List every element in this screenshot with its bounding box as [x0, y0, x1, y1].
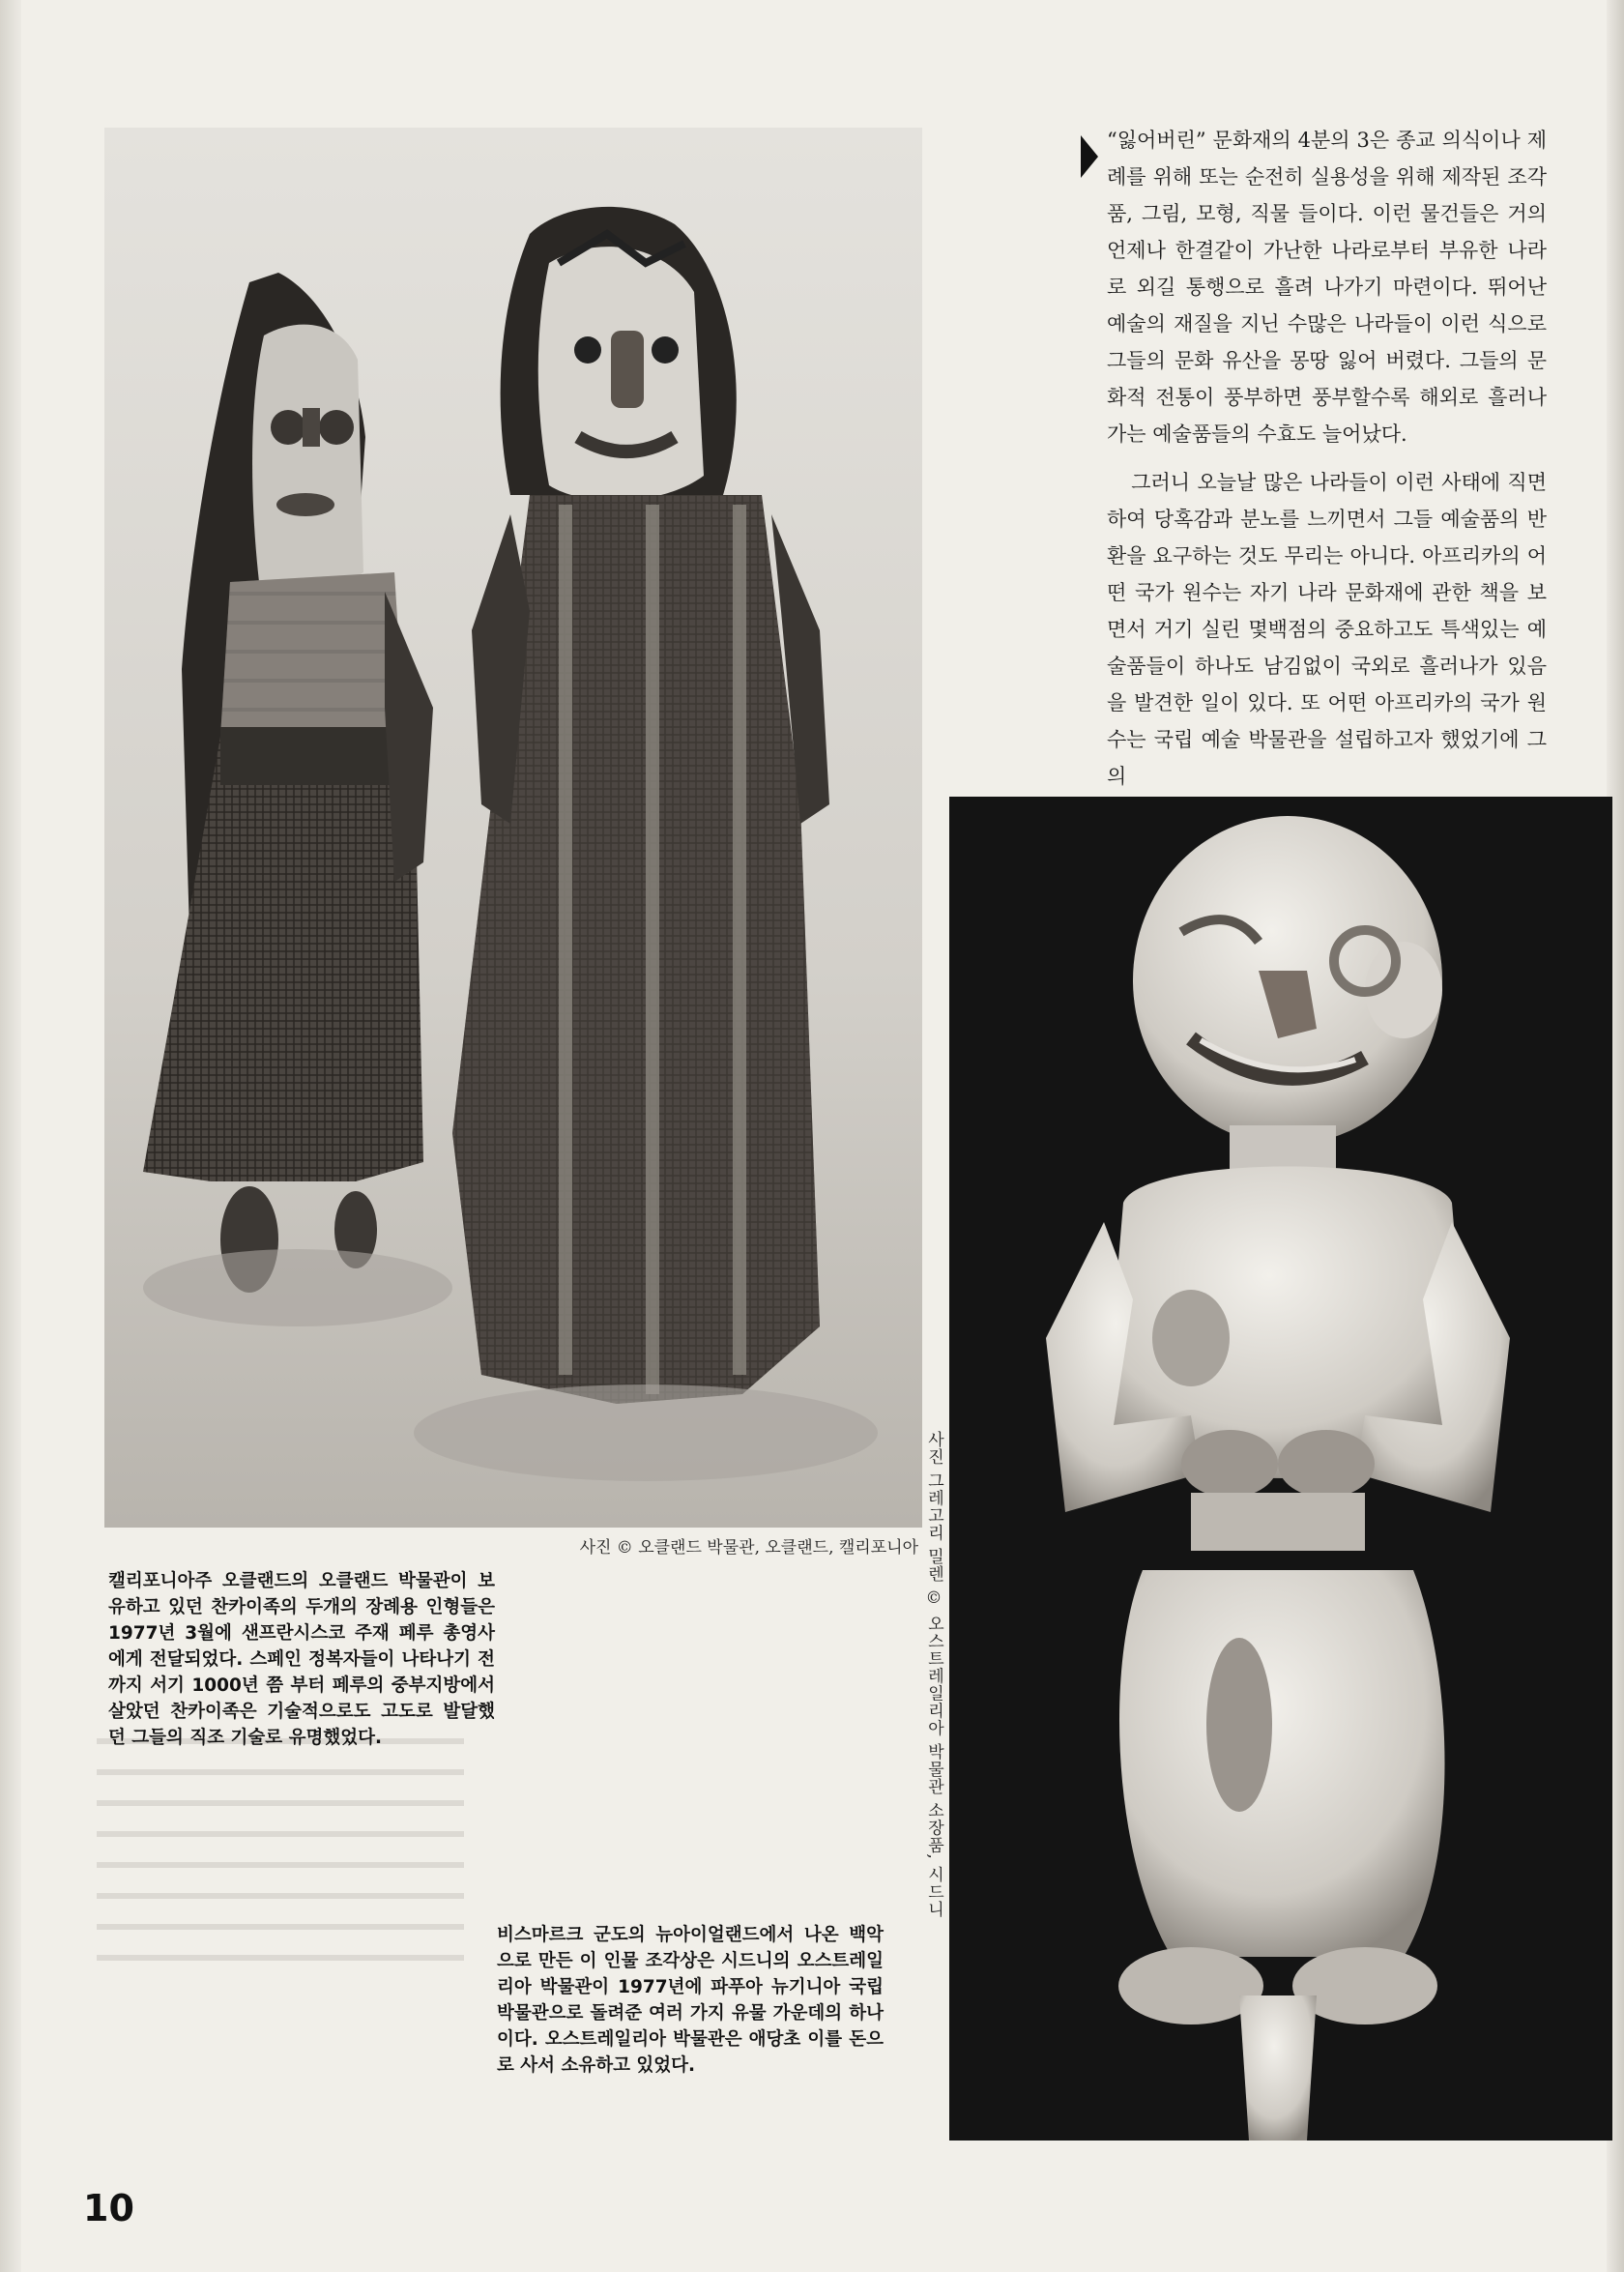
photo-credit-statue: 사진 그레고리 밀렌 © 오스트레일리아 박물관 소장품, 시드니	[924, 1431, 943, 1919]
triangle-marker-icon	[1081, 135, 1098, 178]
photo-credit-dolls: 사진 © 오클랜드 박물관, 오클랜드, 캘리포니아	[579, 1538, 918, 1558]
dolls-illustration	[104, 128, 922, 1528]
body-paragraph-2: 그러니 오늘날 많은 나라들이 이런 사태에 직면하여 당혹감과 분노를 느끼면서 그들 예술품의 반환을 요구하는 것도 무리는 아니다. 아프리카의 어떤 국가 원수는 자기 나라 문화재에 관한 책을 보면서 거기 실린 몇백점의 중요하고도 특색있는 예술품들이 하나도 남김없이 국외로 흘러나가 있음을 발견한 일이 있다. 또 어떤 아프리카의 국가 원수는 국립 예술 박물관을 설립하고자 했었기에 그의	[1107, 471, 1547, 788]
body-paragraph-1: “잃어버린” 문화재의 4분의 3은 종교 의식이나 제례를 위해 또는 순전히 실용성을 위해 제작된 조각품, 그림, 모형, 직물 들이다. 이런 물건들은 거의 언제나 한결같이 가난한 나라로부터 부유한 나라로 외길 통행으로 흘려 나가기 마련이다. 뛰어난 예술의 재질을 지닌 수많은 나라들이 이런 식으로 그들의 문화 유산을 몽땅 잃어 버렸다. 그들의 문화적 전통이 풍부하면 풍부할수록 해외로 흘러나가는 예술품들의 수효도 늘어났다.	[1107, 129, 1547, 446]
page-edge-left	[0, 0, 21, 2272]
photo-chalk-statue	[949, 797, 1612, 2141]
page-number: 10	[83, 2187, 134, 2229]
photo-funeral-dolls	[104, 128, 922, 1528]
caption-statue: 비스마르크 군도의 뉴아이얼랜드에서 나온 백악으로 만든 이 인물 조각상은 시드니의 오스트레일리아 박물관이 1977년에 파푸아 뉴기니아 국립 박물관으로 돌려준 여러 가지 유물 가운데의 하나이다. 오스트레일리아 박물관은 애당초 이를 돈으로 사서 소유하고 있었다.	[497, 1925, 884, 2076]
show-through-text	[97, 1721, 464, 2127]
article-body	[1107, 122, 1547, 806]
caption-dolls: 캘리포니아주 오클랜드의 오클랜드 박물관이 보유하고 있던 찬카이족의 두개의 장례용 인형들은 1977년 3월에 샌프란시스코 주재 페루 총영사에게 전달되었다. 스페인 정복자들이 나타나기 전까지 서기 1000년 쯤 부터 페루의 중부지방에서 살았던 찬카이족은 기술적으로도 고도로 발달했던 그들의 직조 기술로 유명했었다.	[108, 1571, 495, 1748]
statue-illustration	[949, 797, 1612, 2141]
